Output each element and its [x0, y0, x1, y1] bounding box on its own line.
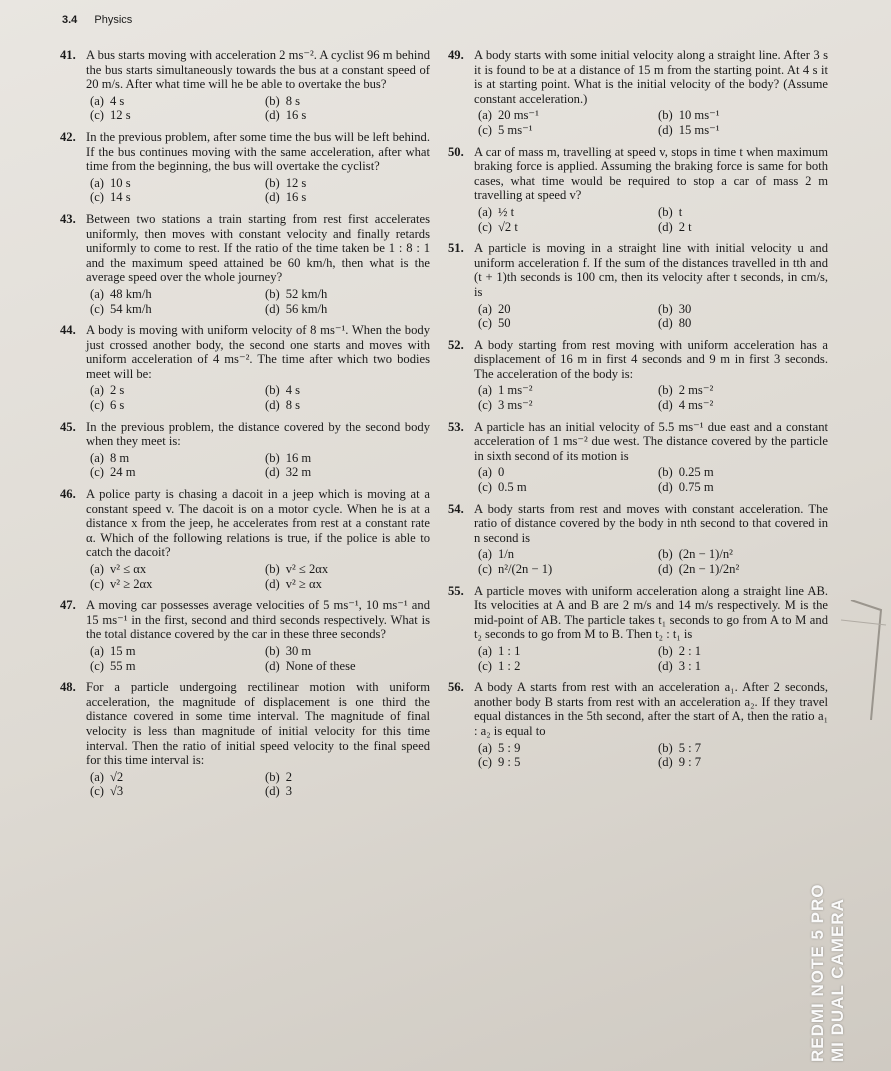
- option-item: [265, 94, 430, 109]
- option-value: 4 s: [109, 93, 125, 108]
- option-item: [658, 398, 828, 413]
- option-label: (b): [658, 465, 673, 480]
- option-value: 16 s: [285, 190, 307, 205]
- question-text: A body starting from rest moving with uniform acceleration has a displacement of 16 m in first 4 seconds and 9 m in first 3 seconds. The acceleration of the body is:: [474, 337, 828, 381]
- option-item: [90, 562, 255, 577]
- option-label: (a): [478, 383, 492, 398]
- option-item: [478, 741, 648, 756]
- left-column: [60, 48, 430, 806]
- options-list: [86, 562, 430, 591]
- option-item: [478, 220, 648, 235]
- option-value: 8 s: [285, 398, 301, 413]
- question-47: [60, 598, 430, 673]
- option-item: [658, 562, 828, 577]
- option-value: 10 ms⁻¹: [678, 108, 720, 123]
- option-value: 30 m: [285, 643, 312, 658]
- option-value: 14 s: [109, 190, 131, 205]
- option-item: [478, 205, 648, 220]
- option-label: (b): [265, 93, 280, 108]
- question-number: 45.: [60, 419, 76, 434]
- option-item: [658, 659, 828, 674]
- option-label: (c): [90, 576, 104, 591]
- option-item: [265, 302, 430, 317]
- option-label: (c): [90, 784, 104, 799]
- option-label: (c): [90, 190, 104, 205]
- question-text: A body is moving with uniform velocity of 8 ms⁻¹. When the body just crossed another body, the second one starts and moves with uniform acceleration of 4 ms⁻². The time after which two bodies meet will be:: [86, 323, 430, 381]
- question-48: [60, 680, 430, 799]
- option-item: [478, 383, 648, 398]
- option-item: [90, 659, 255, 674]
- option-label: (a): [478, 547, 492, 562]
- question-45: [60, 420, 430, 480]
- option-label: (a): [90, 286, 104, 301]
- option-label: (a): [90, 175, 104, 190]
- option-value: 1 ms⁻²: [497, 383, 533, 398]
- option-item: [90, 784, 255, 799]
- option-item: [265, 176, 430, 191]
- option-value: 10 s: [109, 175, 131, 190]
- question-text: A car of mass m, travelling at speed v, stops in time t when maximum braking force is applied. Assuming the braking force is same for both cases, what time would be required to stop a car of mass 2 m travelling at speed v?: [474, 144, 828, 203]
- option-value: √2: [109, 769, 124, 784]
- option-value: 12 s: [285, 175, 307, 190]
- option-label: (d): [658, 219, 673, 234]
- option-label: (b): [265, 643, 280, 658]
- option-item: [90, 302, 255, 317]
- option-value: 9 : 7: [678, 755, 702, 770]
- option-item: [90, 190, 255, 205]
- option-item: [478, 123, 648, 138]
- option-label: (a): [90, 643, 104, 658]
- option-value: 0: [497, 465, 505, 480]
- question-text: A body starts from rest and moves with constant acceleration. The ratio of distance covered by the body in nth second to that covered in n second is: [474, 501, 828, 545]
- option-value: 16 m: [285, 450, 312, 465]
- question-text: A body A starts from rest with an acceleration a₁. After 2 seconds, another body B starts from rest with an acceleration a₂. If they travel equal distances in the 5th second, after the start of A, then the ratio a₁ : a₂ is equal to: [474, 680, 828, 738]
- question-text: A particle has an initial velocity of 5.5 ms⁻¹ due east and a constant acceleration of 1 ms⁻² due west. The distance covered by the particle in sixth second of its motion is: [474, 419, 828, 463]
- question-text: In the previous problem, the distance covered by the second body when they meet is:: [86, 419, 430, 449]
- option-label: (b): [265, 562, 280, 576]
- option-item: [265, 398, 430, 413]
- option-value: v² ≤ 2αx: [285, 562, 329, 576]
- question-text: A particle moves with uniform acceleration along a straight line AB. Its velocities at A and B are 2 m/s and 14 m/s respectively. M is the mid-point of AB. The particle takes t₁ seconds to go from A to M and t₂ seconds to go from M to B. Then t₂ : t₁ is: [474, 583, 828, 642]
- option-label: (c): [90, 465, 104, 480]
- option-value: 1 : 1: [497, 643, 521, 658]
- question-43: [60, 212, 430, 316]
- options-list: [474, 383, 828, 412]
- option-item: [265, 190, 430, 205]
- option-item: [658, 755, 828, 770]
- watermark-line-2: MI DUAL CAMERA: [828, 898, 847, 1062]
- option-label: (d): [265, 465, 280, 480]
- option-value: 12 s: [109, 108, 131, 123]
- option-label: (d): [658, 562, 673, 576]
- question-52: [448, 338, 828, 413]
- option-value: 15 ms⁻¹: [678, 122, 720, 137]
- option-value: 52 km/h: [285, 286, 328, 301]
- option-label: (b): [265, 450, 280, 465]
- option-value: 2 t: [678, 219, 692, 234]
- question-number: 49.: [448, 48, 464, 62]
- option-value: 1/n: [497, 547, 515, 562]
- option-label: (d): [265, 658, 280, 673]
- option-item: [265, 659, 430, 674]
- question-number: 44.: [60, 323, 76, 338]
- option-label: (b): [658, 643, 673, 658]
- options-list: [474, 547, 828, 576]
- camera-watermark: [808, 812, 848, 1062]
- option-value: 20: [497, 301, 511, 316]
- option-item: [478, 562, 648, 577]
- option-value: 3 : 1: [678, 658, 702, 673]
- option-value: 16 s: [285, 108, 307, 123]
- options-list: [86, 383, 430, 412]
- question-text: Between two stations a train starting from rest first accelerates uniformly, then moves with constant velocity and finally retards uniformly to come to rest. If the ratio of the time taken be 1 : 8 : 1 and the maximum speed attained be 60 km/h, then what is the average speed over the whole journey?: [86, 211, 430, 285]
- option-value: 2 : 1: [678, 643, 702, 658]
- question-number: 43.: [60, 211, 76, 226]
- option-item: [478, 547, 648, 562]
- option-value: 6 s: [109, 398, 125, 413]
- question-number: 48.: [60, 680, 76, 695]
- option-item: [90, 287, 255, 302]
- option-item: [265, 451, 430, 466]
- question-number: 52.: [448, 337, 464, 352]
- option-item: [265, 465, 430, 480]
- question-number: 42.: [60, 129, 76, 144]
- option-item: [90, 108, 255, 123]
- option-label: (d): [658, 480, 673, 495]
- option-item: [478, 659, 648, 674]
- question-51: [448, 241, 828, 331]
- option-item: [265, 784, 430, 799]
- option-label: (a): [90, 562, 104, 576]
- right-column: [448, 48, 828, 777]
- option-item: [658, 205, 828, 220]
- page-number: 3.4: [62, 14, 78, 26]
- option-item: [90, 465, 255, 480]
- option-item: [658, 741, 828, 756]
- option-value: 54 km/h: [109, 301, 152, 316]
- option-label: (b): [658, 740, 673, 755]
- option-label: (d): [265, 190, 280, 205]
- option-label: (a): [478, 740, 492, 755]
- option-label: (b): [658, 383, 673, 398]
- option-item: [90, 94, 255, 109]
- question-text: For a particle undergoing rectilinear motion with uniform acceleration, the magnitude of displacement is one third the distance covered in some time interval. The magnitude of final velocity is less than magnitude of initial velocity for this time interval. Then the ratio of initial speed velocity to the final speed for this time interval is:: [86, 680, 430, 768]
- option-item: [265, 644, 430, 659]
- option-value: 9 : 5: [497, 755, 521, 770]
- question-number: 54.: [448, 501, 464, 516]
- page-subject: Physics: [94, 14, 133, 26]
- option-value: 4 ms⁻²: [678, 398, 714, 413]
- option-item: [478, 108, 648, 123]
- question-42: [60, 130, 430, 205]
- option-value: 15 m: [109, 643, 136, 658]
- option-label: (a): [478, 204, 492, 219]
- options-list: [86, 94, 430, 123]
- question-50: [448, 145, 828, 235]
- question-number: 41.: [60, 48, 76, 62]
- option-label: (c): [90, 301, 104, 316]
- option-item: [658, 220, 828, 235]
- option-value: 0.25 m: [678, 465, 714, 480]
- option-value: 24 m: [109, 465, 136, 480]
- option-item: [658, 108, 828, 123]
- option-value: t: [678, 204, 683, 219]
- question-41: [60, 48, 430, 123]
- option-value: v² ≥ 2αx: [109, 576, 153, 591]
- option-value: ½ t: [497, 204, 515, 219]
- option-label: (c): [90, 108, 104, 123]
- options-list: [474, 465, 828, 494]
- option-value: 4 s: [285, 383, 301, 398]
- option-label: (c): [90, 398, 104, 413]
- option-label: (b): [265, 769, 280, 784]
- options-list: [86, 451, 430, 480]
- option-label: (c): [478, 219, 492, 234]
- option-label: (c): [478, 122, 492, 137]
- option-item: [658, 644, 828, 659]
- question-number: 46.: [60, 487, 76, 502]
- option-value: 2: [285, 769, 292, 784]
- option-item: [478, 480, 648, 495]
- option-label: (b): [265, 286, 280, 301]
- option-value: 5 ms⁻¹: [497, 122, 533, 137]
- option-item: [90, 577, 255, 592]
- options-list: [474, 741, 828, 770]
- option-value: 8 s: [285, 93, 301, 108]
- option-value: 32 m: [285, 465, 312, 480]
- page-header: [62, 14, 132, 26]
- option-item: [478, 302, 648, 317]
- option-label: (d): [265, 576, 280, 591]
- option-label: (c): [90, 658, 104, 673]
- question-number: 51.: [448, 241, 464, 256]
- option-value: √2 t: [497, 219, 518, 234]
- question-text: A police party is chasing a dacoit in a jeep which is moving at a constant speed v. The dacoit is on a motor cycle. When he is at a distance x from the jeep, he accelerates from rest at a constant rate α. Which of the following relations is true, if the police is able to catch the dacoit?: [86, 487, 430, 560]
- option-value: 5 : 9: [497, 740, 521, 755]
- question-text: A bus starts moving with acceleration 2 ms⁻². A cyclist 96 m behind the bus starts simultaneously towards the bus at a constant speed of 20 m/s. After what time will he be able to overtake the bus?: [86, 48, 430, 92]
- option-label: (d): [658, 316, 673, 331]
- option-item: [265, 108, 430, 123]
- option-value: 55 m: [109, 658, 136, 673]
- option-label: (b): [658, 301, 673, 316]
- options-list: [474, 302, 828, 331]
- option-item: [265, 577, 430, 592]
- option-value: 48 km/h: [109, 286, 152, 301]
- option-item: [658, 480, 828, 495]
- option-item: [658, 123, 828, 138]
- option-item: [478, 644, 648, 659]
- options-list: [474, 205, 828, 234]
- option-label: (c): [478, 480, 492, 495]
- options-list: [86, 176, 430, 205]
- question-55: [448, 584, 828, 674]
- option-label: (d): [658, 398, 673, 413]
- option-item: [90, 451, 255, 466]
- option-item: [478, 316, 648, 331]
- option-value: v² ≤ αx: [109, 562, 147, 576]
- option-item: [265, 770, 430, 785]
- option-value: 2 ms⁻²: [678, 383, 714, 398]
- option-value: 0.5 m: [497, 480, 527, 495]
- option-label: (a): [478, 465, 492, 480]
- option-item: [478, 755, 648, 770]
- option-item: [265, 383, 430, 398]
- option-label: (a): [90, 93, 104, 108]
- option-value: 3 ms⁻²: [497, 398, 533, 413]
- question-text: In the previous problem, after some time the bus will be left behind. If the bus continues moving with the same acceleration, after what time from the beginning, the bus will overtake the cyclist?: [86, 129, 430, 174]
- option-value: n²/(2n − 1): [497, 562, 553, 576]
- option-value: √3: [109, 784, 124, 799]
- options-list: [474, 108, 828, 137]
- option-label: (c): [478, 316, 492, 331]
- question-53: [448, 420, 828, 495]
- watermark-line-1: REDMI NOTE 5 PRO: [808, 883, 827, 1062]
- question-text: A body starts with some initial velocity along a straight line. After 3 s it is found to be at a distance of 15 m from the starting point. At 4 s it is at starting point. What is the initial velocity of the body? (Assume constant acceleration.): [474, 48, 828, 106]
- question-number: 50.: [448, 144, 464, 159]
- option-label: (b): [265, 383, 280, 398]
- option-item: [658, 302, 828, 317]
- option-label: (d): [658, 122, 673, 137]
- option-label: (d): [265, 108, 280, 123]
- option-label: (a): [478, 301, 492, 316]
- option-label: (b): [658, 204, 673, 219]
- question-number: 56.: [448, 680, 464, 695]
- options-list: [86, 644, 430, 673]
- option-item: [478, 465, 648, 480]
- question-44: [60, 323, 430, 413]
- option-label: (b): [265, 175, 280, 190]
- question-54: [448, 502, 828, 577]
- page-edge-shadow: [841, 600, 891, 720]
- option-value: 0.75 m: [678, 480, 714, 495]
- question-49: [448, 48, 828, 138]
- option-label: (c): [478, 398, 492, 413]
- option-value: (2n − 1)/n²: [678, 547, 733, 562]
- option-value: 1 : 2: [497, 658, 521, 673]
- option-value: 8 m: [109, 450, 130, 465]
- option-label: (a): [478, 108, 492, 123]
- option-item: [658, 547, 828, 562]
- question-46: [60, 487, 430, 591]
- option-label: (c): [478, 658, 492, 673]
- option-value: 20 ms⁻¹: [497, 108, 539, 123]
- option-item: [478, 398, 648, 413]
- option-value: 5 : 7: [678, 740, 702, 755]
- option-value: 50: [497, 316, 511, 331]
- question-56: [448, 680, 828, 770]
- question-number: 55.: [448, 583, 464, 598]
- question-number: 47.: [60, 598, 76, 613]
- question-text: A moving car possesses average velocities of 5 ms⁻¹, 10 ms⁻¹ and 15 ms⁻¹ in the first, second and third seconds respectively. What is the total distance covered by the car in these three seconds?: [86, 598, 430, 642]
- option-value: None of these: [285, 658, 356, 673]
- option-value: 80: [678, 316, 692, 331]
- option-label: (d): [658, 658, 673, 673]
- option-value: 30: [678, 301, 692, 316]
- option-item: [90, 770, 255, 785]
- option-label: (b): [658, 547, 673, 562]
- option-item: [658, 383, 828, 398]
- question-text: A particle is moving in a straight line with initial velocity u and uniform acceleration f. If the sum of the distances travelled in tth and (t + 1)th seconds is 100 cm, then its velocity after t seconds, in cm/s, is: [474, 241, 828, 299]
- option-label: (c): [478, 755, 492, 770]
- option-item: [90, 398, 255, 413]
- option-label: (a): [90, 383, 104, 398]
- option-item: [90, 644, 255, 659]
- option-label: (b): [658, 108, 673, 123]
- option-value: v² ≥ αx: [285, 576, 322, 591]
- option-label: (a): [478, 643, 492, 658]
- option-value: 3: [285, 784, 292, 799]
- option-item: [265, 562, 430, 577]
- option-label: (a): [90, 769, 104, 784]
- option-label: (d): [265, 784, 280, 799]
- question-number: 53.: [448, 419, 464, 434]
- option-item: [90, 176, 255, 191]
- options-list: [86, 770, 430, 799]
- option-value: (2n − 1)/2n²: [678, 562, 740, 576]
- option-label: (d): [265, 301, 280, 316]
- option-item: [265, 287, 430, 302]
- option-item: [90, 383, 255, 398]
- options-list: [474, 644, 828, 673]
- option-label: (c): [478, 562, 492, 576]
- option-label: (d): [658, 755, 673, 770]
- option-label: (a): [90, 450, 104, 465]
- option-item: [658, 316, 828, 331]
- option-value: 56 km/h: [285, 301, 328, 316]
- options-list: [86, 287, 430, 316]
- option-label: (d): [265, 398, 280, 413]
- option-item: [658, 465, 828, 480]
- option-value: 2 s: [109, 383, 125, 398]
